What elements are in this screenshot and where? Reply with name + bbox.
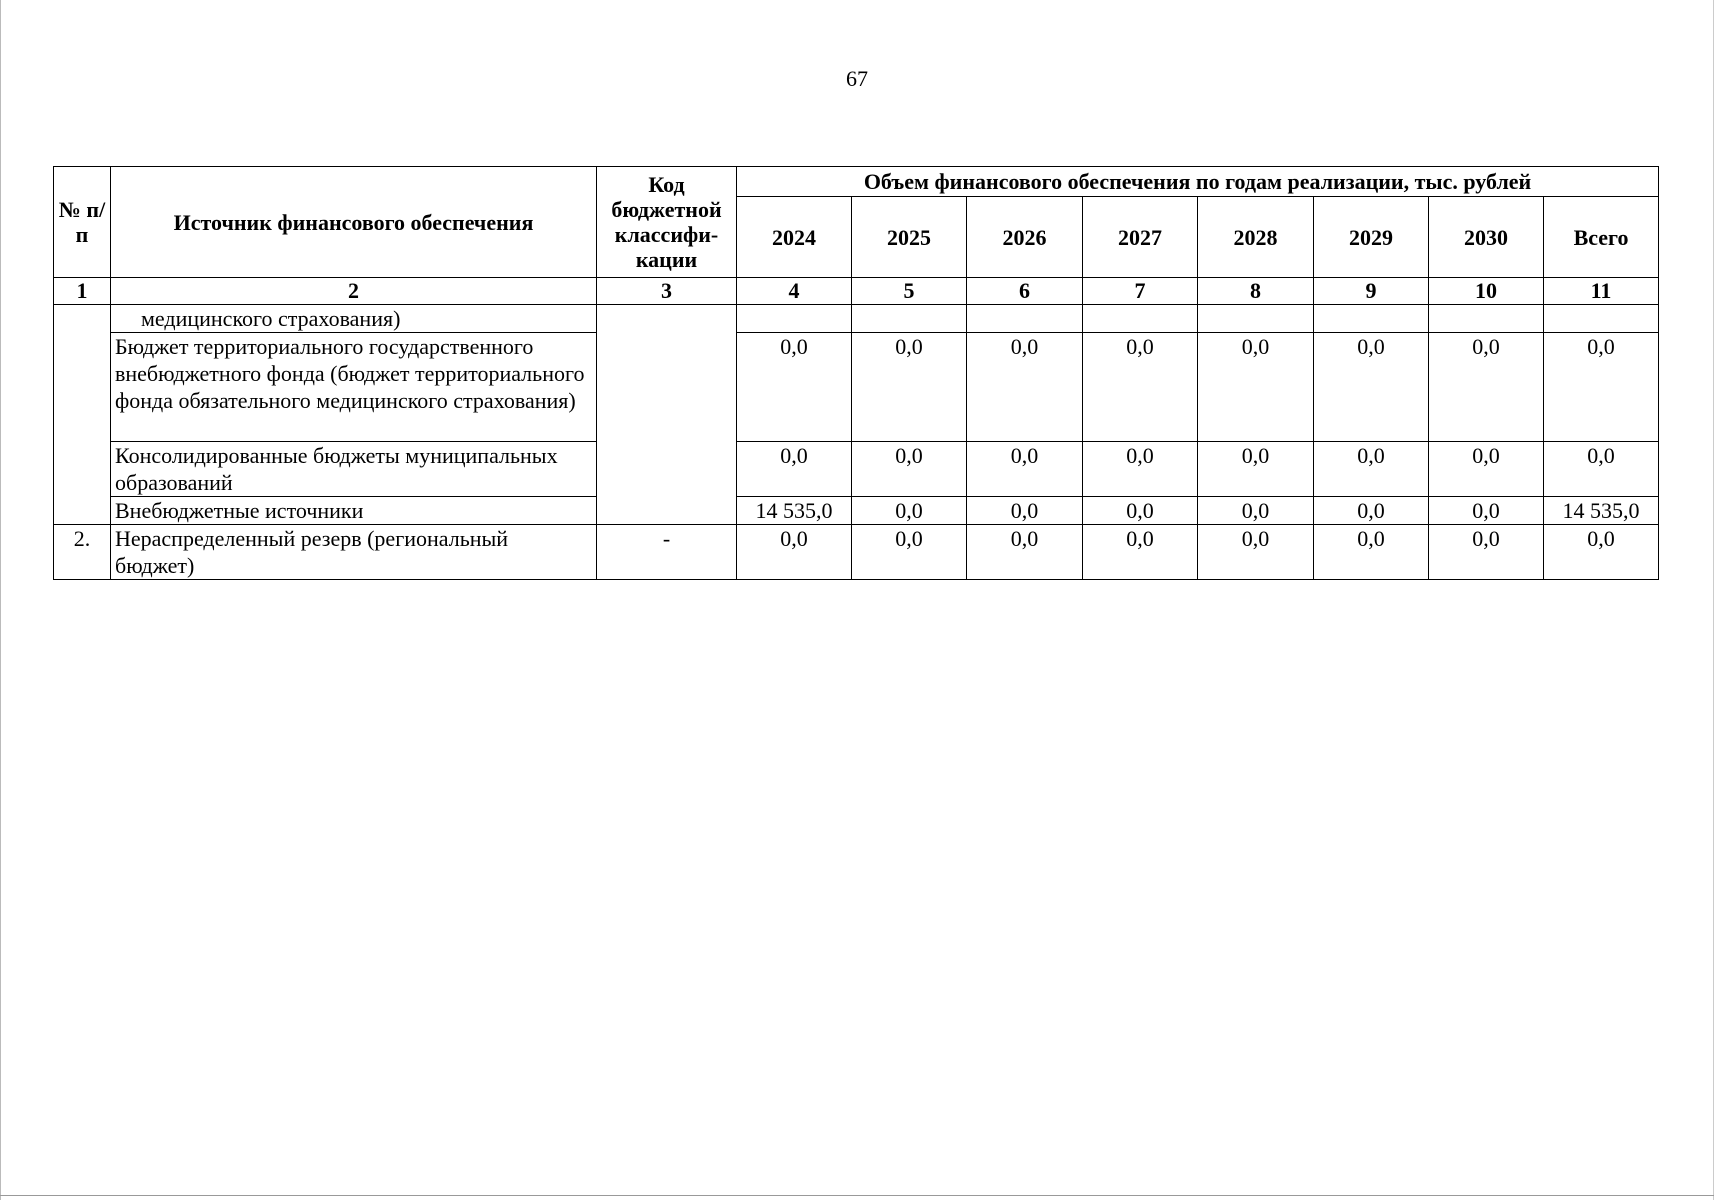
- header-total: Всего: [1544, 197, 1659, 278]
- header-year: 2026: [967, 197, 1083, 278]
- scan-edge-left: [0, 0, 1, 1200]
- row-value: 0,0: [1429, 497, 1544, 525]
- row-value: 0,0: [852, 442, 967, 497]
- column-number-row: [54, 278, 1659, 305]
- row-value: [1314, 305, 1429, 333]
- row-value: 0,0: [1198, 442, 1314, 497]
- row-value: 14 535,0: [1544, 497, 1659, 525]
- table-row: [54, 442, 1659, 497]
- row-value: 0,0: [1198, 497, 1314, 525]
- row-value: 0,0: [852, 525, 967, 580]
- row-source: медицинского страхования): [111, 305, 597, 333]
- table-row: [54, 333, 1659, 442]
- row-index: [54, 305, 111, 525]
- column-number: 7: [1083, 278, 1198, 305]
- row-value: 0,0: [1198, 333, 1314, 442]
- row-value: [1198, 305, 1314, 333]
- column-number: 10: [1429, 278, 1544, 305]
- header-year: 2025: [852, 197, 967, 278]
- row-value: 0,0: [852, 497, 967, 525]
- row-value: 0,0: [852, 333, 967, 442]
- row-value: [1544, 305, 1659, 333]
- column-number: 6: [967, 278, 1083, 305]
- table-row: [54, 305, 1659, 333]
- row-value: 0,0: [1314, 333, 1429, 442]
- row-value: 0,0: [1544, 333, 1659, 442]
- row-value: [1429, 305, 1544, 333]
- row-source: Бюджет территориального государственного внебюджетного фонда (бюджет территориального фонда обязательного медицинского страхования): [111, 333, 597, 442]
- row-value: 0,0: [1429, 525, 1544, 580]
- scan-edge-bottom: [0, 1195, 1714, 1196]
- header-year: 2029: [1314, 197, 1429, 278]
- row-value: [737, 305, 852, 333]
- row-budget-code: [597, 305, 737, 525]
- table-row: [54, 525, 1659, 580]
- row-value: 0,0: [967, 497, 1083, 525]
- row-source: Консолидированные бюджеты муниципальных образований: [111, 442, 597, 497]
- row-value: 0,0: [967, 333, 1083, 442]
- row-source: Внебюджетные источники: [111, 497, 597, 525]
- header-index: № п/п: [54, 167, 111, 278]
- row-value: 0,0: [737, 333, 852, 442]
- row-value: 0,0: [737, 442, 852, 497]
- column-number: 3: [597, 278, 737, 305]
- row-value: 0,0: [1314, 497, 1429, 525]
- column-number: 8: [1198, 278, 1314, 305]
- row-value: 0,0: [1083, 497, 1198, 525]
- row-value: 0,0: [1429, 333, 1544, 442]
- row-value: 0,0: [1198, 525, 1314, 580]
- header-year: 2028: [1198, 197, 1314, 278]
- row-source: Нераспределенный резерв (региональный бюджет): [111, 525, 597, 580]
- header-source: Источник финансового обеспечения: [111, 167, 597, 278]
- row-value: [967, 305, 1083, 333]
- page-number: 67: [846, 66, 868, 91]
- column-number: 5: [852, 278, 967, 305]
- row-value: 0,0: [1429, 442, 1544, 497]
- column-number: 2: [111, 278, 597, 305]
- row-value: 14 535,0: [737, 497, 852, 525]
- row-value: 0,0: [1314, 525, 1429, 580]
- row-value: [1083, 305, 1198, 333]
- row-value: 0,0: [967, 442, 1083, 497]
- header-financing-volume: Объем финансового обеспечения по годам реализации, тыс. рублей: [737, 167, 1659, 197]
- header-year: 2030: [1429, 197, 1544, 278]
- row-value: [852, 305, 967, 333]
- header-year: 2024: [737, 197, 852, 278]
- row-value: 0,0: [1544, 525, 1659, 580]
- row-value: 0,0: [1544, 442, 1659, 497]
- row-value: 0,0: [967, 525, 1083, 580]
- row-value: 0,0: [737, 525, 852, 580]
- header-row-group: [54, 167, 1659, 197]
- row-value: 0,0: [1083, 525, 1198, 580]
- row-index: 2.: [54, 525, 111, 580]
- row-value: 0,0: [1083, 333, 1198, 442]
- row-value: 0,0: [1083, 442, 1198, 497]
- column-number: 11: [1544, 278, 1659, 305]
- row-value: 0,0: [1314, 442, 1429, 497]
- column-number: 4: [737, 278, 852, 305]
- column-number: 9: [1314, 278, 1429, 305]
- table-row: [54, 497, 1659, 525]
- row-budget-code: -: [597, 525, 737, 580]
- financing-table: [53, 166, 1659, 580]
- header-budget-code: Код бюджетной классифи-кации: [597, 167, 737, 278]
- header-year: 2027: [1083, 197, 1198, 278]
- column-number: 1: [54, 278, 111, 305]
